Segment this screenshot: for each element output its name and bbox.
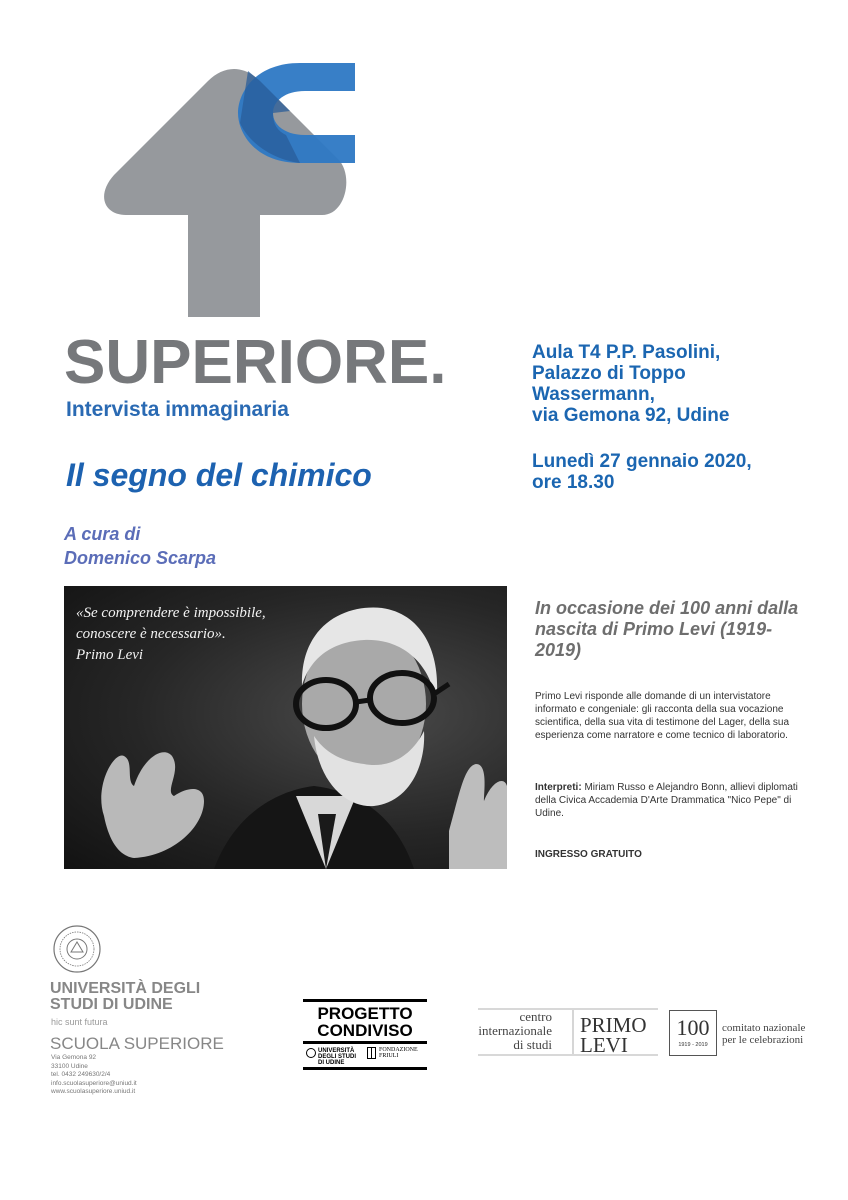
- centro-line: di studi: [513, 1037, 552, 1052]
- contact-website: www.scuolasuperiore.uniud.it: [51, 1088, 136, 1095]
- venue-line: Aula T4 P.P. Pasolini,: [532, 342, 721, 363]
- occasion-heading: In occasione dei 100 anni dalla nascita di Primo Levi (1919-2019): [535, 598, 799, 660]
- university-name: [50, 981, 200, 1013]
- fondazione-icon: [367, 1047, 376, 1059]
- university-motto: hic sunt futura: [51, 1017, 108, 1027]
- event-time: ore 18.30: [532, 472, 615, 493]
- progetto-line: CONDIVISO: [317, 1021, 413, 1040]
- primo-levi-line: LEVI: [580, 1033, 628, 1057]
- progetto-title: [303, 1005, 427, 1039]
- comitato-label: [722, 1022, 805, 1046]
- quote-author: Primo Levi: [76, 647, 144, 663]
- uniud-seal-icon: [306, 1048, 316, 1058]
- centenary-years: 1919 - 2019: [678, 1042, 708, 1048]
- quote-overlay: [76, 603, 266, 666]
- event-subtitle: Intervista immaginaria: [66, 398, 289, 421]
- curator-name: Domenico Scarpa: [64, 548, 217, 568]
- university-name-line: STUDI DI UDINE: [50, 996, 173, 1013]
- quote-line: conoscere è necessario».: [76, 626, 226, 642]
- university-seal-icon: [52, 924, 102, 974]
- interpreti-text: Miriam Russo e Alejandro Bonn, allievi diplomati della Civica Accademia D'Arte Drammatica "Nico Pepe" di Udine.: [535, 782, 798, 819]
- event-description: Primo Levi risponde alle domande di un intervistatore informato e congeniale: gli racconta della sua vocazione scientifica, della sua vita di testimone del Lager, della sua esperienza come narratore e come tecnico di laboratorio.: [535, 691, 790, 741]
- comitato-line: comitato nazionale: [722, 1022, 806, 1034]
- arrow-c-logo-icon: [100, 55, 360, 320]
- contact-email: info.scuolasuperiore@uniud.it: [51, 1079, 137, 1087]
- venue-block: [532, 342, 729, 426]
- centenary-badge: [669, 1010, 717, 1056]
- date-time-block: [532, 451, 752, 493]
- event-date: Lunedì 27 gennaio 2020,: [532, 451, 752, 472]
- comitato-line: per le celebrazioni: [722, 1034, 804, 1046]
- venue-line: Palazzo di Toppo: [532, 363, 686, 384]
- centenary-number: 100: [676, 1015, 710, 1040]
- contact-line: 33100 Udine: [51, 1062, 88, 1070]
- venue-line: via Gemona 92, Udine: [532, 405, 730, 426]
- brand-title: SUPERIORE.: [64, 328, 447, 397]
- portrait-photo: [64, 586, 507, 869]
- venue-line: Wassermann,: [532, 384, 655, 405]
- university-name-line: UNIVERSITÀ DEGLI: [50, 980, 201, 997]
- contact-line: Via Gemona 92: [51, 1054, 97, 1061]
- curator-label: A cura di: [64, 524, 141, 544]
- free-entry-note: INGRESSO GRATUITO: [535, 849, 642, 860]
- quote-line: «Se comprendere è impossibile,: [76, 605, 266, 621]
- superiore-logo: [100, 55, 360, 325]
- progetto-condiviso-logo: [303, 999, 427, 1071]
- event-title: Il segno del chimico: [66, 457, 372, 493]
- progetto-uni-label: UNIVERSITÀ DEGLI STUDI DI UDINE: [318, 1048, 357, 1066]
- progetto-fondazione-label: FONDAZIONE FRIULI: [379, 1047, 418, 1059]
- interpreti-label: Interpreti:: [535, 782, 582, 793]
- primo-levi-wordmark: [580, 1015, 647, 1055]
- contact-line: tel. 0432 249630/2/4: [51, 1071, 111, 1078]
- progetto-line: PROGETTO: [317, 1004, 413, 1023]
- centro-line: internazionale: [478, 1023, 552, 1038]
- school-name: SCUOLA SUPERIORE: [50, 1034, 224, 1053]
- centro-line: centro: [519, 1009, 552, 1024]
- interpreti-paragraph: [535, 781, 800, 820]
- primo-levi-line: PRIMO: [580, 1013, 647, 1037]
- curator-block: [64, 522, 216, 570]
- school-contacts: [51, 1054, 137, 1097]
